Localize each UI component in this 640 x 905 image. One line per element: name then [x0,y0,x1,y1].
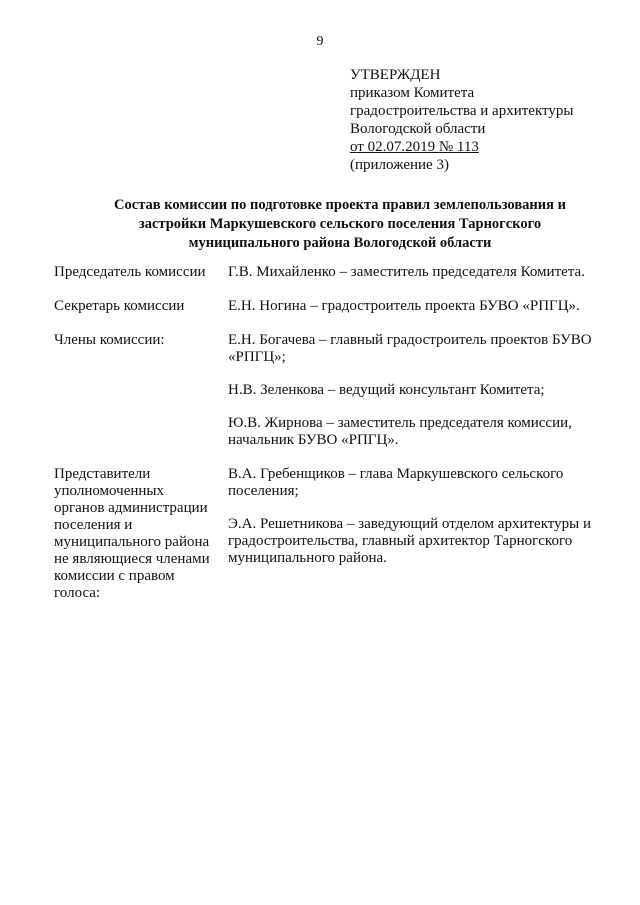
member-entries [228,332,594,449]
member-entry: Э.А. Решетникова – заведующий отделом архитектуры и градостроительства, главный архитектор Тарногского муниципального района. [228,516,591,566]
page-number: 9 [316,34,324,49]
document-title-line: застройки Маркушевского сельского поселения Тарногского [138,216,542,232]
member-role: Члены комиссии: [54,332,165,348]
document-title [60,196,620,253]
approval-appendix: (приложение 3) [350,157,449,173]
approval-line: Вологодской области [350,121,486,137]
member-row-members [54,332,594,449]
document-title-line: Состав комиссии по подготовке проекта правил землепользования и [114,197,566,213]
member-entries [228,264,594,281]
member-entry: В.А. Гребенщиков – глава Маркушевского сельского поселения; [228,466,564,499]
member-entries [228,466,594,567]
commission-members [54,264,594,602]
approval-line: приказом Комитета [350,85,475,101]
member-row-secretary [54,298,594,315]
member-role: Председатель комиссии [54,264,206,280]
member-entry: Н.В. Зеленкова – ведущий консультант Комитета; [228,382,545,398]
document-title-line: муниципального района Вологодской области [188,235,492,251]
member-role: Представители уполномоченных органов администрации поселения и муниципального района не являющиеся членами комиссии с правом голоса: [54,466,210,601]
member-entry: Е.Н. Богачева – главный градостроитель проектов БУВО «РПГЦ»; [228,332,592,365]
approval-line: градостроительства и архитектуры [350,103,574,119]
approval-heading: УТВЕРЖДЕН [350,67,441,83]
member-entries [228,298,594,315]
approval-order: от 02.07.2019 № 113 [350,139,479,155]
approval-block [350,66,573,174]
member-entry: Г.В. Михайленко – заместитель председателя Комитета. [228,264,585,280]
member-entry: Ю.В. Жирнова – заместитель председателя комиссии, начальник БУВО «РПГЦ». [228,415,572,448]
member-role: Секретарь комиссии [54,298,185,314]
member-row-chairman [54,264,594,281]
member-entry: Е.Н. Ногина – градостроитель проекта БУВО «РПГЦ». [228,298,580,314]
member-row-representatives [54,466,594,602]
